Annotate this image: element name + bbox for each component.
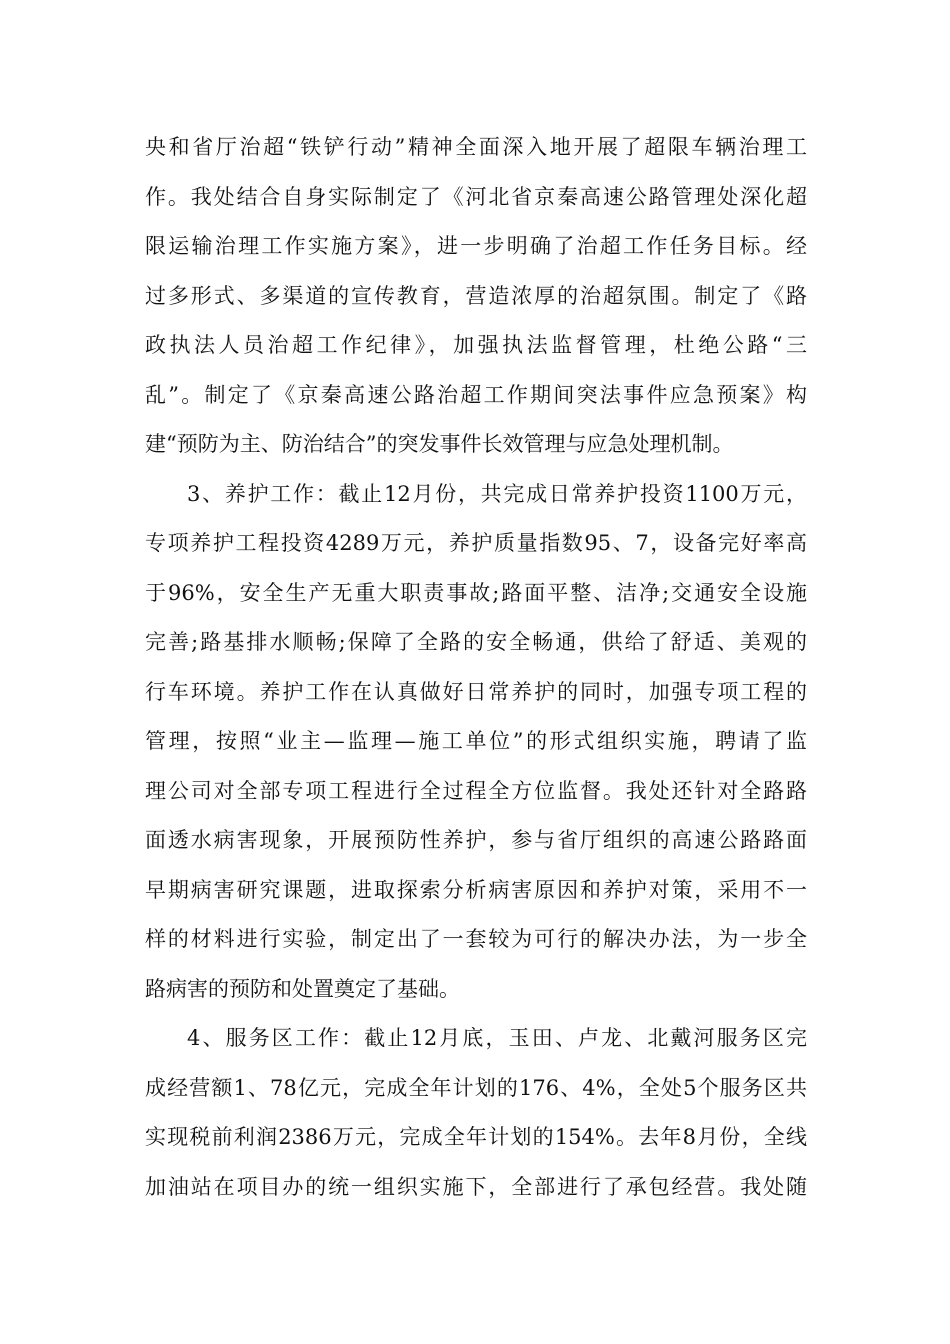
text-line: 建“预防为主、防治结合”的突发事件长效管理与应急处理机制。 — [145, 432, 734, 456]
text-line: 早期病害研究课题，进取探索分析病害原因和养护对策，采用不一 — [145, 877, 807, 902]
text-line: 理公司对全部专项工程进行全过程全方位监督。我处还针对全路路 — [145, 778, 807, 803]
text-line: 管理，按照“业主—监理—施工单位”的形式组织实施，聘请了监 — [145, 729, 807, 753]
text-line: 实现税前利润2386万元，完成全年计划的154%。去年8月份，全线 — [145, 1125, 807, 1149]
text-line: 政执法人员治超工作纪律》，加强执法监督管理，杜绝公路“三 — [145, 333, 807, 357]
text-line: 路病害的预防和处置奠定了基础。 — [145, 976, 460, 1001]
text-line: 加油站在项目办的统一组织实施下，全部进行了承包经营。我处随 — [145, 1174, 807, 1199]
text-line: 专项养护工程投资4289万元，养护质量指数95、7，设备完好率高 — [145, 531, 807, 555]
text-line: 行车环境。养护工作在认真做好日常养护的同时，加强专项工程的 — [145, 679, 807, 704]
paragraph-start-line: 3、养护工作：截止12月份，共完成日常养护投资1100万元， — [187, 481, 807, 506]
document-body — [145, 132, 807, 1221]
text-line: 成经营额1、78亿元，完成全年计划的176、4%，全处5个服务区共 — [145, 1075, 807, 1100]
text-line: 过多形式、多渠道的宣传教育，营造浓厚的治超氛围。制定了《路 — [145, 283, 807, 308]
text-line: 乱”。制定了《京秦高速公路治超工作期间突法事件应急预案》构 — [145, 382, 807, 407]
paragraph-start-line: 4、服务区工作：截止12月底，玉田、卢龙、北戴河服务区完 — [187, 1026, 807, 1050]
text-line: 样的材料进行实验，制定出了一套较为可行的解决办法，为一步全 — [145, 927, 807, 951]
text-line: 作。我处结合自身实际制定了《河北省京秦高速公路管理处深化超 — [145, 184, 807, 209]
text-line: 限运输治理工作实施方案》，进一步明确了治超工作任务目标。经 — [145, 234, 807, 258]
text-line: 面透水病害现象，开展预防性养护，参与省厅组织的高速公路路面 — [145, 828, 807, 852]
text-line: 于96%，安全生产无重大职责事故;路面平整、洁净;交通安全设施 — [145, 580, 807, 605]
text-line: 完善;路基排水顺畅;保障了全路的安全畅通，供给了舒适、美观的 — [145, 630, 807, 654]
text-line: 央和省厅治超“铁铲行动”精神全面深入地开展了超限车辆治理工 — [145, 135, 807, 159]
